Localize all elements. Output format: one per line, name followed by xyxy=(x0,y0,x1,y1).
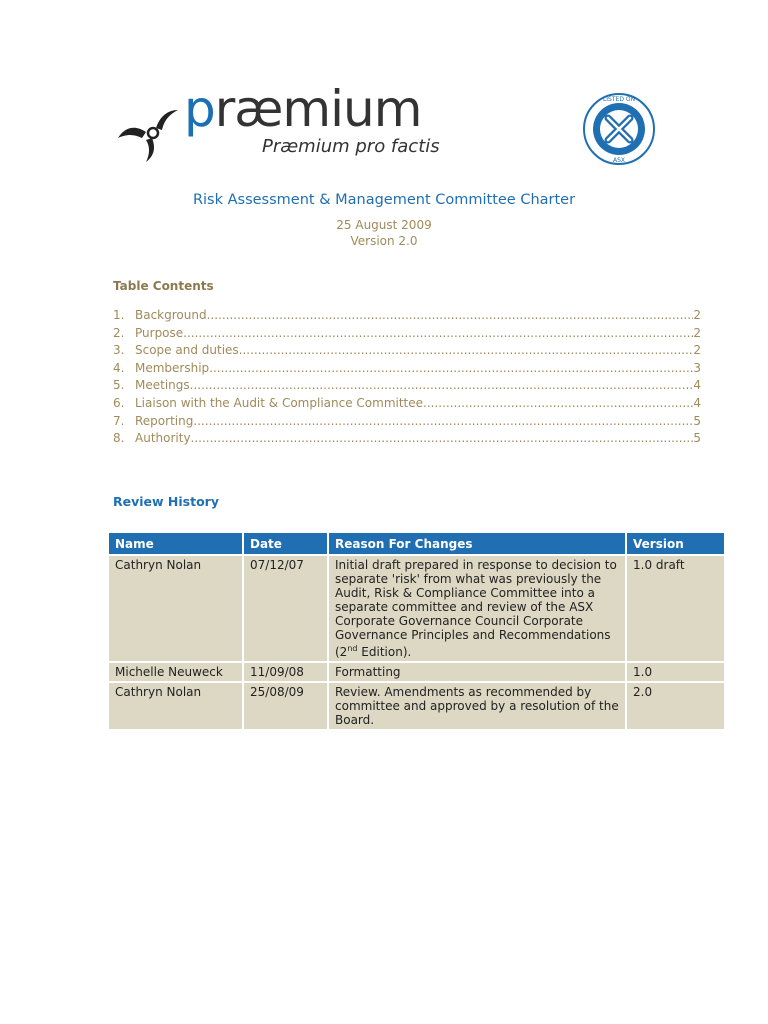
cell-version: 1.0 xyxy=(626,662,725,682)
table-row xyxy=(108,682,725,730)
reason-text: Initial draft prepared in response to decision to separate 'risk' from what was previously the Audit, Risk & Compliance Committee into a separate committee and review of the ASX Corporate Governance Council Corporate Governance Principles and Recommendations (2 xyxy=(335,558,617,659)
toc-leader xyxy=(183,326,693,340)
toc-number: 6. xyxy=(113,395,125,410)
cell-reason: Review. Amendments as recommended by committee and approved by a resolution of the Board. xyxy=(328,682,626,730)
toc-item[interactable] xyxy=(113,343,701,361)
toc-page: 4 xyxy=(693,395,701,410)
toc-number: 8. xyxy=(113,431,125,446)
toc-page: 4 xyxy=(693,378,701,393)
toc-item[interactable] xyxy=(113,361,701,379)
logo-tagline: Præmium pro factis xyxy=(262,136,440,157)
table-row xyxy=(108,555,725,662)
document-title: Risk Assessment & Management Committee Charter xyxy=(192,192,576,208)
cell-version: 2.0 xyxy=(626,682,725,730)
toc-number: 1. xyxy=(113,308,125,322)
toc-title: Reporting xyxy=(135,413,194,428)
column-header-name: Name xyxy=(108,532,243,555)
table-header-row xyxy=(108,532,725,555)
toc-number: 7. xyxy=(113,413,125,428)
praemium-logo xyxy=(110,80,450,170)
cell-reason xyxy=(328,555,626,662)
asx-listed-badge-icon xyxy=(582,92,656,166)
toc-page: 3 xyxy=(693,360,701,375)
review-history-table xyxy=(107,531,726,731)
cell-name: Cathryn Nolan xyxy=(108,682,243,730)
toc-item[interactable] xyxy=(113,396,701,414)
cell-date: 25/08/09 xyxy=(243,682,328,730)
badge-bottom-text: ASX xyxy=(612,157,626,164)
cell-name: Michelle Neuweck xyxy=(108,662,243,682)
reason-text-end: Edition). xyxy=(357,645,412,659)
toc-title: Authority xyxy=(135,431,191,446)
cell-name: Cathryn Nolan xyxy=(108,555,243,662)
badge-top-text: LISTED ON xyxy=(602,96,636,103)
toc-number: 2. xyxy=(113,325,125,340)
toc-item[interactable] xyxy=(113,326,701,344)
column-header-version: Version xyxy=(626,532,725,555)
table-of-contents xyxy=(113,308,701,449)
review-history-heading: Review History xyxy=(113,494,219,509)
toc-item[interactable] xyxy=(113,414,701,432)
document-date: 25 August 2009 xyxy=(336,218,432,232)
toc-leader xyxy=(423,396,693,410)
toc-title: Purpose xyxy=(135,325,184,340)
toc-number: 5. xyxy=(113,378,125,393)
toc-page: 5 xyxy=(693,431,701,446)
toc-leader xyxy=(190,378,694,392)
reason-superscript: nd xyxy=(347,644,358,653)
toc-page: 5 xyxy=(693,413,701,428)
toc-leader xyxy=(207,308,694,322)
column-header-date: Date xyxy=(243,532,328,555)
logo-wordmark-rest: ræmium xyxy=(214,80,422,138)
cell-version: 1.0 draft xyxy=(626,555,725,662)
toc-page: 2 xyxy=(693,325,701,340)
cell-date: 07/12/07 xyxy=(243,555,328,662)
toc-title: Liaison with the Audit & Compliance Committee xyxy=(135,395,424,410)
cell-reason: Formatting xyxy=(328,662,626,682)
table-row xyxy=(108,662,725,682)
praemium-triskelion-icon xyxy=(116,94,186,164)
toc-page: 2 xyxy=(693,308,701,322)
cell-date: 11/09/08 xyxy=(243,662,328,682)
toc-item[interactable] xyxy=(113,378,701,396)
toc-number: 3. xyxy=(113,343,125,358)
toc-title: Scope and duties xyxy=(135,343,239,358)
toc-title: Background xyxy=(135,308,207,322)
document-version: Version 2.0 xyxy=(350,234,418,248)
toc-item[interactable] xyxy=(113,431,701,449)
toc-item[interactable] xyxy=(113,308,701,326)
toc-heading: Table Contents xyxy=(113,279,214,293)
toc-number: 4. xyxy=(113,360,125,375)
toc-title: Membership xyxy=(135,360,210,375)
toc-leader xyxy=(193,414,693,428)
logo-wordmark: præmium xyxy=(184,80,422,138)
toc-leader xyxy=(239,343,694,357)
toc-leader xyxy=(209,361,693,375)
toc-leader xyxy=(191,431,694,445)
toc-page: 2 xyxy=(693,343,701,358)
toc-title: Meetings xyxy=(135,378,190,393)
column-header-reason: Reason For Changes xyxy=(328,532,626,555)
